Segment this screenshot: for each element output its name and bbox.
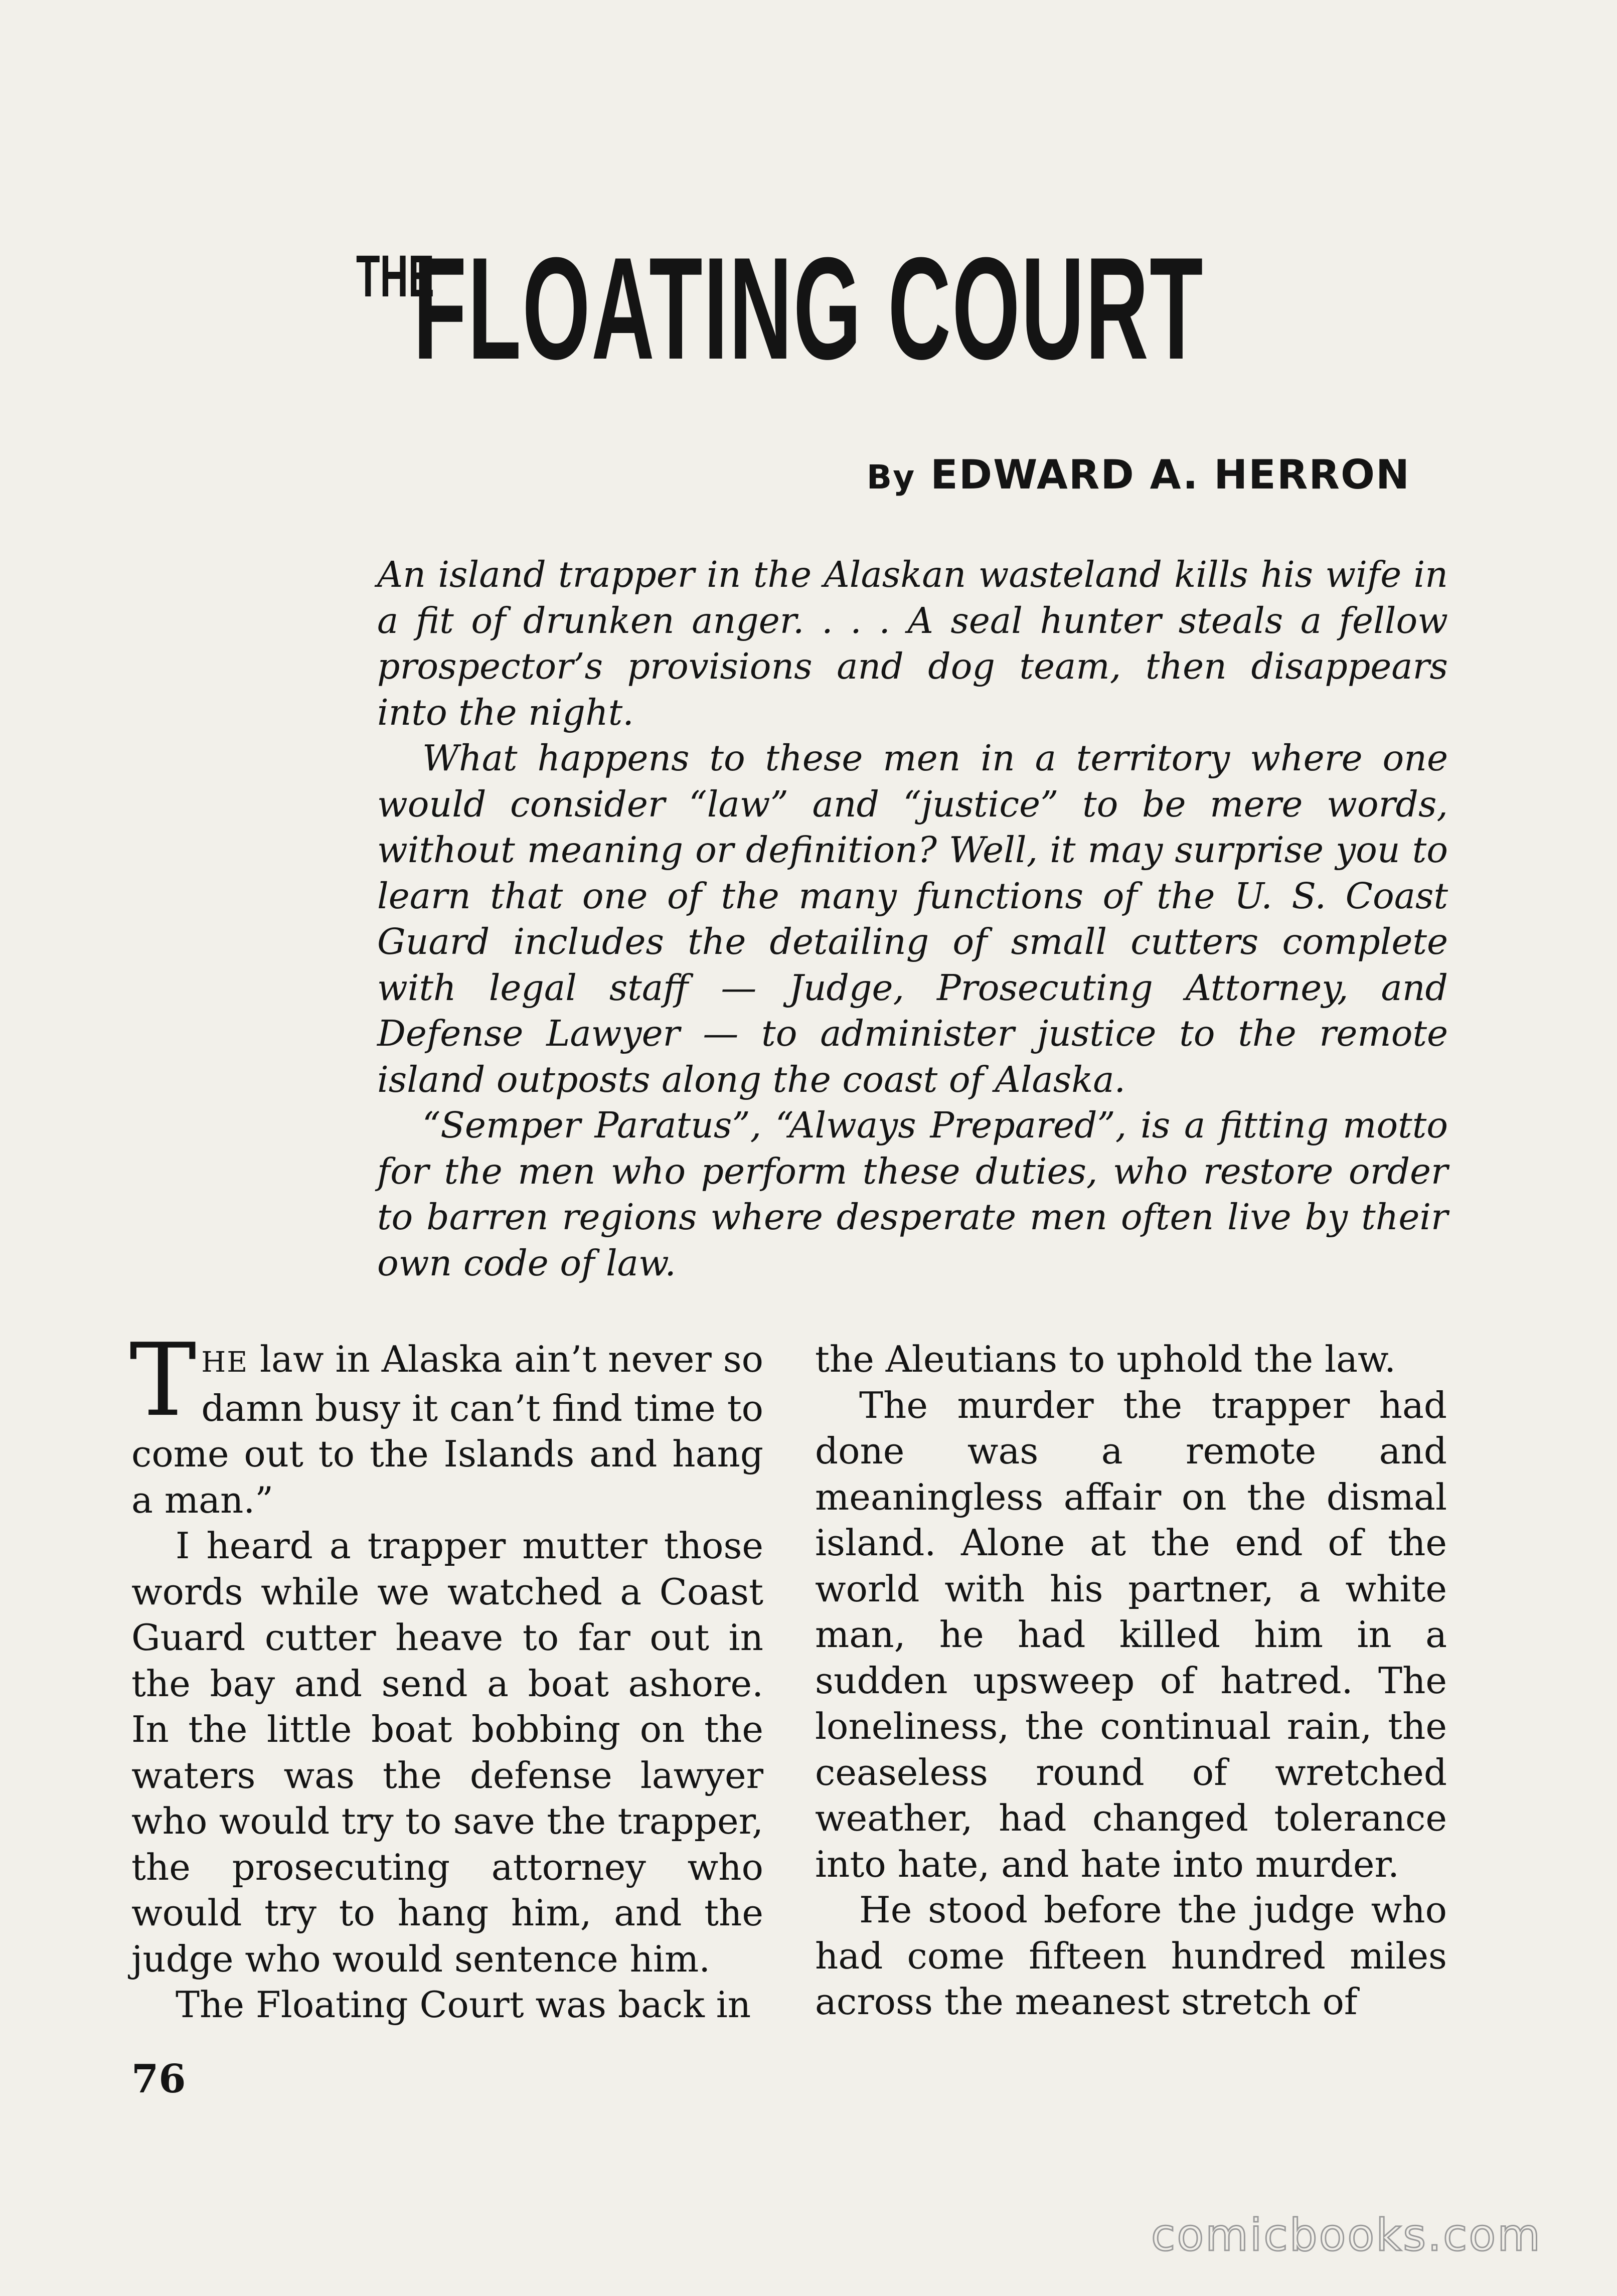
intro-paragraph: An island trapper in the Alaskan wasteland kills his wife in a fit of drunken anger. . . . A seal hunter steals a fellow prospector’s provisions and dog team, then disappears into the night. (377, 554, 1448, 733)
body-paragraph: He stood before the judge who had come fifteen hundred miles across the meanest stretch of (815, 1889, 1447, 2023)
watermark: comicbooks.com (1151, 2209, 1542, 2261)
opening-smallcaps: HE (201, 1346, 249, 1379)
body-paragraph: The murder the trapper had done was a remote and meaningless affair on the dismal island. Alone at the end of the world with his partner, a white man, he had killed him in a sudden upsweep of hatred. The loneliness, the continual rain, the ceaseless round of wretched weather, had changed tolerance into hate, and hate into murder. (815, 1384, 1447, 1885)
intro-deck (377, 552, 1448, 1286)
title-main: FLOATING COURT (413, 227, 1205, 390)
body-column-right (815, 1337, 1447, 2025)
byline-prefix: By (866, 458, 916, 497)
intro-paragraph: What happens to these men in a territory where one would consider “law” and “justice” to be mere words, without meaning or definition? Well, it may surprise you to learn that one of the many functions of the U. S. Coast Guard includes the detailing of small cutters complete with legal staff — Judge, Prosecuting Attorney, and Defense Lawyer — to administer justice to the remote island outposts along the coast of Alaska. (377, 737, 1448, 1100)
opening-paragraph (129, 1322, 764, 1523)
page-number: 76 (131, 2056, 186, 2102)
body-paragraph: I heard a trapper mutter those words while we watched a Coast Guard cutter heave to far out in the bay and send a boat ashore. In the little boat bobbing on the waters was the defense lawyer who would try to save the trapper, the prosecuting attorney who would try to hang him, and the judge who would sentence him. (131, 1525, 763, 1980)
body-column-left (129, 1322, 764, 2028)
body-paragraph: The Floating Court was back in (176, 1984, 751, 2026)
continued-paragraph: the Aleutians to uphold the law. (815, 1338, 1396, 1380)
opening-text: law in Alaska ain’t never so damn busy it can’t find time to come out to the Islands and hang a man.” (131, 1338, 764, 1521)
intro-paragraph: “Semper Paratus”, “Always Prepared”, is a fitting motto for the men who perform these duties, who restore order to barren regions where desperate men often live by their own code of law. (377, 1104, 1448, 1284)
drop-cap: T (129, 1322, 197, 1439)
author-name: EDWARD A. HERRON (930, 451, 1410, 498)
title-prefix: THE (356, 243, 434, 309)
byline (867, 451, 1410, 498)
article-title (356, 227, 1617, 390)
